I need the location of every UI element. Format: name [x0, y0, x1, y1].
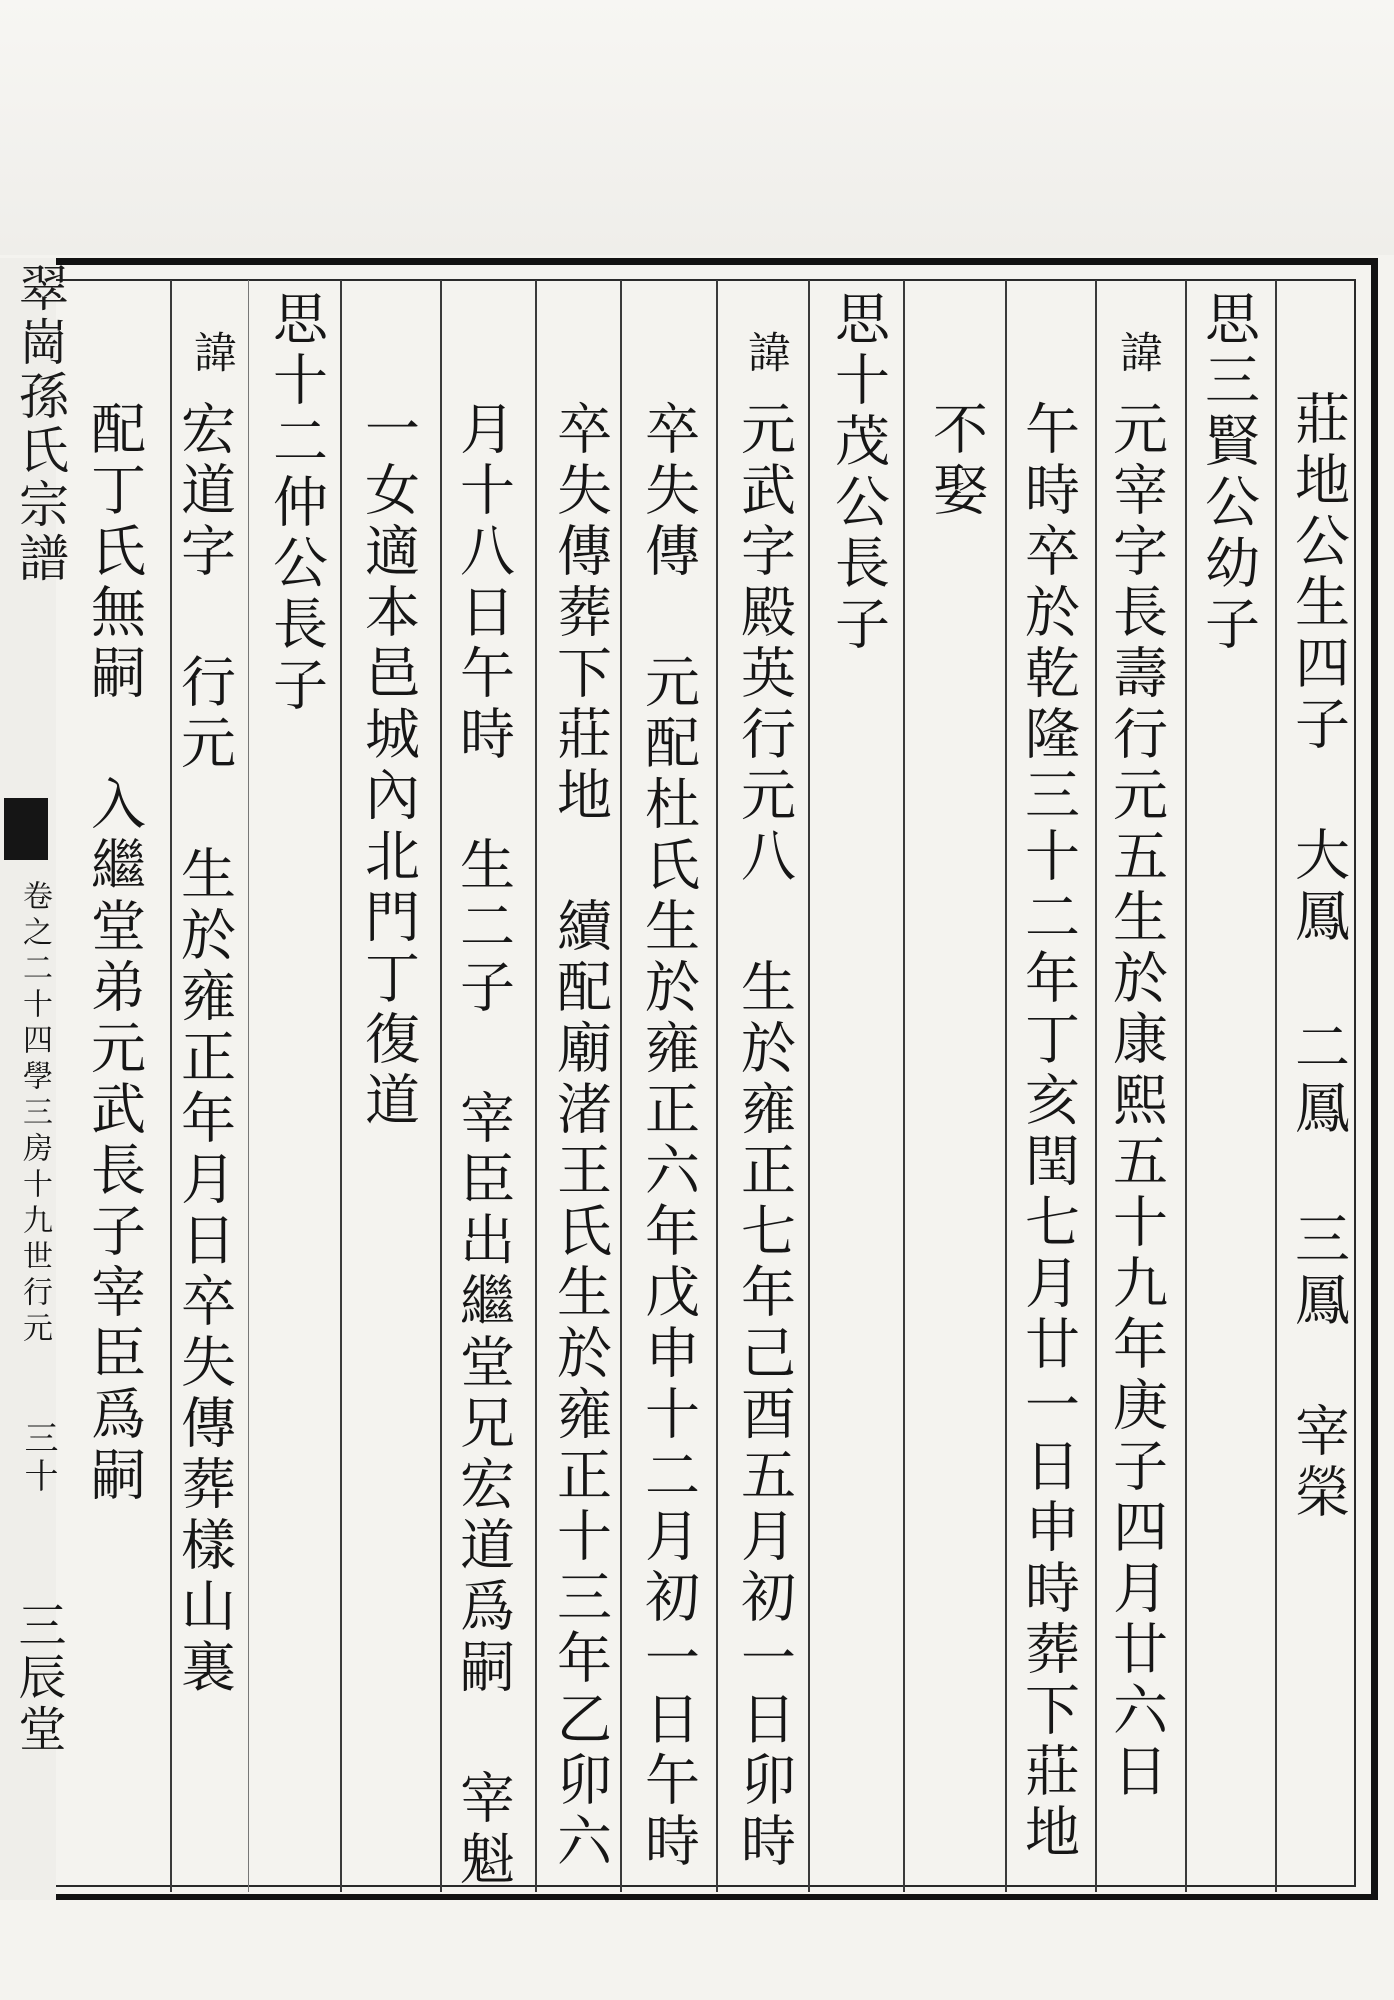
- fishtail-mark: [4, 798, 48, 860]
- column-rule: [248, 280, 249, 1892]
- hall-name: 三辰堂: [10, 1600, 66, 1756]
- column-rule: [808, 280, 810, 1892]
- text-column-12: 思十二仲公長子: [264, 290, 328, 717]
- generation-label: 學三房十九世行元: [17, 1060, 52, 1348]
- section-label: [12, 880, 56, 1348]
- text-column-2: 思三賢公幼子: [1196, 290, 1260, 656]
- column-rule: [1095, 280, 1097, 1892]
- book-title: 翠崗孫氏宗譜: [11, 262, 69, 586]
- column-rule: [535, 280, 537, 1892]
- text-column-3-label: 諱: [1113, 330, 1163, 379]
- text-column-7: 元武字殿英行元八 生於雍正七年己酉五月初一日卯時: [732, 400, 796, 1873]
- text-column-4: 午時卒於乾隆三十二年丁亥閏七月廿一日申時葬下莊地: [1016, 400, 1080, 1864]
- text-column-9: 卒失傳葬下莊地 續配廟渚王氏生於雍正十三年乙卯六: [548, 400, 612, 1873]
- text-column-8: 卒失傳 元配杜氏生於雍正六年戊申十二月初一日午時: [636, 400, 700, 1873]
- column-rule: [903, 280, 905, 1892]
- text-column-6: 思十茂公長子: [826, 290, 890, 656]
- text-column-1: 莊地公生四子 大鳳 二鳳 三鳳 宰榮: [1286, 390, 1350, 1524]
- column-rule: [1005, 280, 1007, 1892]
- column-rule: [340, 280, 342, 1892]
- column-rule: [1185, 280, 1187, 1892]
- volume-label: 卷之二十四: [17, 880, 52, 1060]
- column-rule: [1275, 280, 1277, 1892]
- text-column-11: 一女適本邑城內北門丁復道: [356, 400, 420, 1132]
- column-rule: [620, 280, 622, 1892]
- page-number: 三十: [18, 1420, 58, 1496]
- text-column-3: 元宰字長壽行元五生於康熙五十九年庚子四月廿六日: [1104, 400, 1168, 1803]
- text-column-13: 宏道字 行元 生於雍正年月日卒失傳葬樣山裏: [172, 400, 236, 1699]
- text-column-10: 月十八日午時 生二子 宰臣出繼堂兄宏道爲嗣 宰魁: [451, 400, 515, 1891]
- column-rule: [440, 280, 442, 1892]
- text-column-7-label: 諱: [741, 330, 791, 379]
- column-rule: [716, 280, 718, 1892]
- page-top-margin: [0, 0, 1394, 255]
- text-column-14: 配丁氏無嗣 入繼堂弟元武長子宰臣爲嗣: [82, 400, 146, 1507]
- text-column-13-label: 諱: [187, 330, 237, 379]
- text-column-5: 不娶: [924, 400, 988, 522]
